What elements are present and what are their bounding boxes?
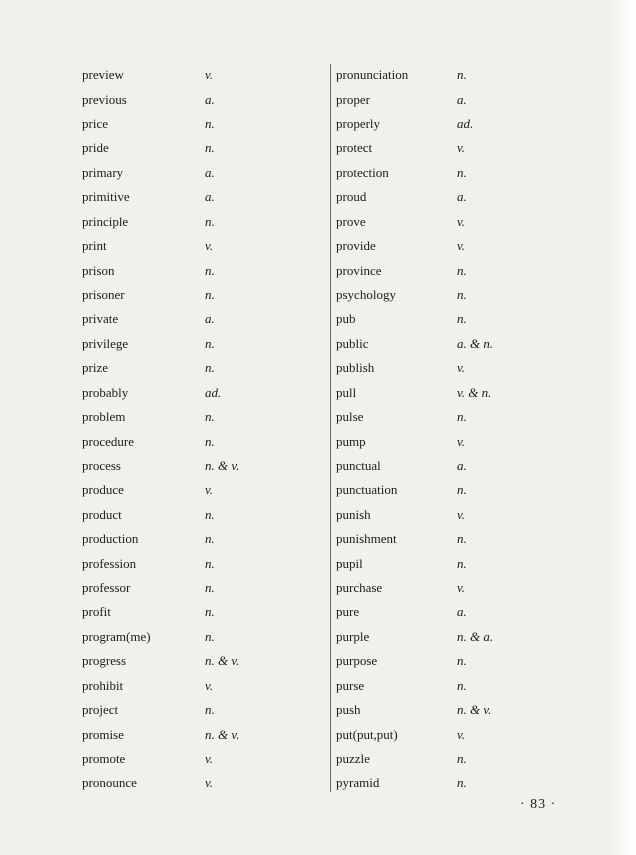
word-entry	[336, 722, 566, 746]
entry-part-of-speech: v.	[457, 360, 466, 376]
entry-word: psychology	[336, 287, 396, 302]
word-entry	[82, 478, 322, 502]
word-entry	[82, 283, 322, 307]
entry-part-of-speech: n.	[205, 360, 215, 376]
entry-word: purse	[336, 677, 365, 693]
entry-part-of-speech: n.	[457, 555, 467, 571]
entry-part-of-speech: n.	[457, 67, 467, 83]
entry-part-of-speech: n.	[457, 287, 467, 302]
entry-word: pull	[336, 384, 357, 400]
word-entry	[336, 332, 566, 356]
word-entry	[82, 234, 322, 258]
entry-part-of-speech: a.	[457, 457, 467, 473]
entry-part-of-speech: v.	[457, 580, 466, 596]
entry-word: project	[82, 702, 119, 718]
entry-word: pride	[82, 140, 109, 156]
entry-part-of-speech: v.	[205, 751, 214, 767]
word-entry	[336, 503, 566, 527]
word-entry	[82, 771, 322, 795]
entry-part-of-speech: v.	[457, 140, 466, 156]
word-entry	[336, 478, 566, 502]
word-entry	[82, 258, 322, 282]
entry-part-of-speech: n.	[457, 531, 467, 547]
entry-part-of-speech: n.	[205, 702, 215, 718]
entry-word: public	[336, 335, 369, 351]
word-entry	[336, 625, 566, 649]
entry-part-of-speech: v.	[205, 67, 214, 83]
entry-part-of-speech: n.	[205, 531, 215, 547]
entry-word: prison	[82, 262, 115, 278]
word-entry	[82, 356, 322, 380]
word-entry	[336, 112, 566, 136]
word-entry	[82, 136, 322, 160]
entry-word: proud	[336, 189, 367, 205]
entry-word: pulse	[336, 409, 364, 425]
entry-part-of-speech: n. & a.	[457, 628, 494, 644]
left-word-column	[82, 63, 322, 796]
word-entry	[82, 722, 322, 746]
word-entry	[336, 674, 566, 698]
word-entry	[82, 307, 322, 331]
entry-word: probably	[82, 384, 129, 400]
word-entry	[82, 87, 322, 111]
word-entry	[336, 136, 566, 160]
entry-word: puzzle	[336, 751, 370, 767]
word-entry	[336, 649, 566, 673]
entry-part-of-speech: n.	[205, 409, 215, 425]
word-entry	[336, 234, 566, 258]
entry-part-of-speech: n. & v.	[457, 702, 492, 718]
entry-word: process	[82, 457, 121, 473]
entry-part-of-speech: v.	[205, 677, 214, 693]
entry-word: protect	[336, 140, 373, 156]
entry-word: punish	[336, 506, 371, 522]
entry-part-of-speech: n.	[205, 604, 215, 620]
entry-part-of-speech: a.	[457, 189, 467, 205]
entry-word: pronounce	[82, 775, 137, 791]
entry-word: program(me)	[82, 628, 151, 644]
entry-word: provide	[336, 238, 376, 254]
entry-word: punctual	[336, 457, 381, 473]
entry-part-of-speech: n.	[205, 287, 215, 302]
word-entry	[82, 405, 322, 429]
entry-word: pure	[336, 604, 360, 620]
entry-word: previous	[82, 91, 127, 107]
entry-part-of-speech: n.	[457, 751, 467, 767]
entry-word: properly	[336, 116, 381, 132]
entry-part-of-speech: n.	[205, 555, 215, 571]
entry-part-of-speech: a.	[205, 91, 215, 107]
word-entry	[82, 503, 322, 527]
entry-part-of-speech: n.	[457, 653, 467, 669]
word-entry	[336, 161, 566, 185]
entry-part-of-speech: n.	[205, 140, 215, 156]
entry-word: punishment	[336, 531, 397, 547]
word-entry	[82, 600, 322, 624]
entry-word: profit	[82, 604, 111, 620]
entry-word: procedure	[82, 433, 134, 449]
entry-part-of-speech: v.	[457, 433, 466, 449]
word-entry	[336, 210, 566, 234]
entry-part-of-speech: n.	[205, 628, 215, 644]
entry-part-of-speech: n. & v.	[205, 457, 240, 473]
entry-part-of-speech: v.	[205, 482, 214, 498]
word-entry	[336, 356, 566, 380]
word-entry	[336, 698, 566, 722]
entry-word: pub	[336, 311, 356, 327]
entry-part-of-speech: n.	[457, 409, 467, 425]
entry-part-of-speech: n.	[457, 164, 467, 180]
entry-part-of-speech: v.	[205, 238, 214, 254]
entry-word: purpose	[336, 653, 378, 669]
entry-word: problem	[82, 409, 126, 425]
entry-part-of-speech: n. & v.	[205, 726, 240, 742]
word-entry	[336, 283, 566, 307]
page-number: · 83 ·	[520, 797, 557, 812]
entry-word: principle	[82, 213, 129, 229]
word-entry	[82, 63, 322, 87]
entry-part-of-speech: ad.	[205, 384, 222, 400]
entry-word: preview	[82, 67, 124, 83]
word-entry	[82, 161, 322, 185]
entry-word: product	[82, 506, 122, 522]
word-entry	[336, 87, 566, 111]
word-entry	[82, 576, 322, 600]
entry-word: proper	[336, 91, 370, 107]
entry-part-of-speech: a.	[457, 91, 467, 107]
entry-word: progress	[82, 653, 127, 669]
entry-part-of-speech: ad.	[457, 116, 474, 132]
word-entry	[82, 185, 322, 209]
entry-part-of-speech: v.	[457, 238, 466, 254]
entry-word: production	[82, 531, 139, 547]
word-entry	[82, 747, 322, 771]
entry-word: prisoner	[82, 287, 125, 302]
word-entry	[82, 674, 322, 698]
entry-part-of-speech: a. & n.	[457, 335, 494, 351]
entry-word: print	[82, 238, 107, 254]
entry-word: put(put,put)	[336, 726, 398, 742]
entry-part-of-speech: n.	[457, 482, 467, 498]
word-entry	[336, 258, 566, 282]
entry-word: publish	[336, 360, 375, 376]
entry-part-of-speech: v. & n.	[457, 384, 492, 400]
entry-part-of-speech: v.	[205, 775, 214, 791]
entry-part-of-speech: a.	[457, 604, 467, 620]
entry-part-of-speech: n. & v.	[205, 653, 240, 669]
entry-part-of-speech: n.	[457, 775, 467, 791]
entry-part-of-speech: n.	[457, 311, 467, 327]
entry-word: prohibit	[82, 677, 124, 693]
entry-word: prize	[82, 360, 108, 376]
word-entry	[82, 698, 322, 722]
entry-part-of-speech: v.	[457, 726, 466, 742]
entry-word: punctuation	[336, 482, 398, 498]
word-entry	[336, 771, 566, 795]
word-entry	[82, 210, 322, 234]
entry-word: pronunciation	[336, 67, 409, 83]
entry-part-of-speech: a.	[205, 311, 215, 327]
entry-part-of-speech: n.	[205, 335, 215, 351]
entry-word: price	[82, 116, 108, 132]
word-entry	[336, 747, 566, 771]
word-entry	[336, 307, 566, 331]
word-entry	[82, 454, 322, 478]
entry-part-of-speech: n.	[205, 262, 215, 278]
entry-part-of-speech: v.	[457, 213, 466, 229]
word-entry	[336, 551, 566, 575]
word-entry	[336, 380, 566, 404]
word-entry	[82, 112, 322, 136]
entry-word: pupil	[336, 555, 363, 571]
entry-part-of-speech: n.	[205, 213, 215, 229]
entry-word: province	[336, 262, 382, 278]
entry-word: primary	[82, 164, 124, 180]
column-divider	[330, 64, 331, 792]
entry-word: privilege	[82, 335, 129, 351]
word-entry	[82, 429, 322, 453]
entry-word: pyramid	[336, 775, 380, 791]
word-entry	[336, 576, 566, 600]
word-entry	[82, 551, 322, 575]
word-entry	[336, 405, 566, 429]
entry-part-of-speech: n.	[457, 677, 467, 693]
word-entry	[82, 649, 322, 673]
word-entry	[82, 527, 322, 551]
entry-word: primitive	[82, 189, 130, 205]
entry-word: profession	[82, 555, 137, 571]
entry-part-of-speech: a.	[205, 189, 215, 205]
entry-part-of-speech: n.	[205, 116, 215, 132]
word-entry	[82, 625, 322, 649]
right-word-column	[336, 63, 566, 796]
entry-part-of-speech: n.	[205, 433, 215, 449]
entry-word: purple	[336, 628, 370, 644]
entry-word: professor	[82, 580, 131, 596]
word-entry	[336, 185, 566, 209]
entry-part-of-speech: n.	[205, 506, 215, 522]
word-entry	[336, 527, 566, 551]
entry-word: push	[336, 702, 361, 718]
entry-word: promote	[82, 751, 126, 767]
entry-word: promise	[82, 726, 124, 742]
entry-word: produce	[82, 482, 124, 498]
entry-word: pump	[336, 433, 366, 449]
entry-part-of-speech: v.	[457, 506, 466, 522]
entry-word: purchase	[336, 580, 383, 596]
word-entry	[82, 332, 322, 356]
word-entry	[336, 63, 566, 87]
entry-part-of-speech: n.	[457, 262, 467, 278]
word-entry	[336, 454, 566, 478]
word-entry	[336, 429, 566, 453]
entry-word: private	[82, 311, 119, 327]
word-entry	[82, 380, 322, 404]
entry-word: protection	[336, 164, 389, 180]
entry-part-of-speech: n.	[205, 580, 215, 596]
entry-word: prove	[336, 213, 366, 229]
word-entry	[336, 600, 566, 624]
entry-part-of-speech: a.	[205, 164, 215, 180]
